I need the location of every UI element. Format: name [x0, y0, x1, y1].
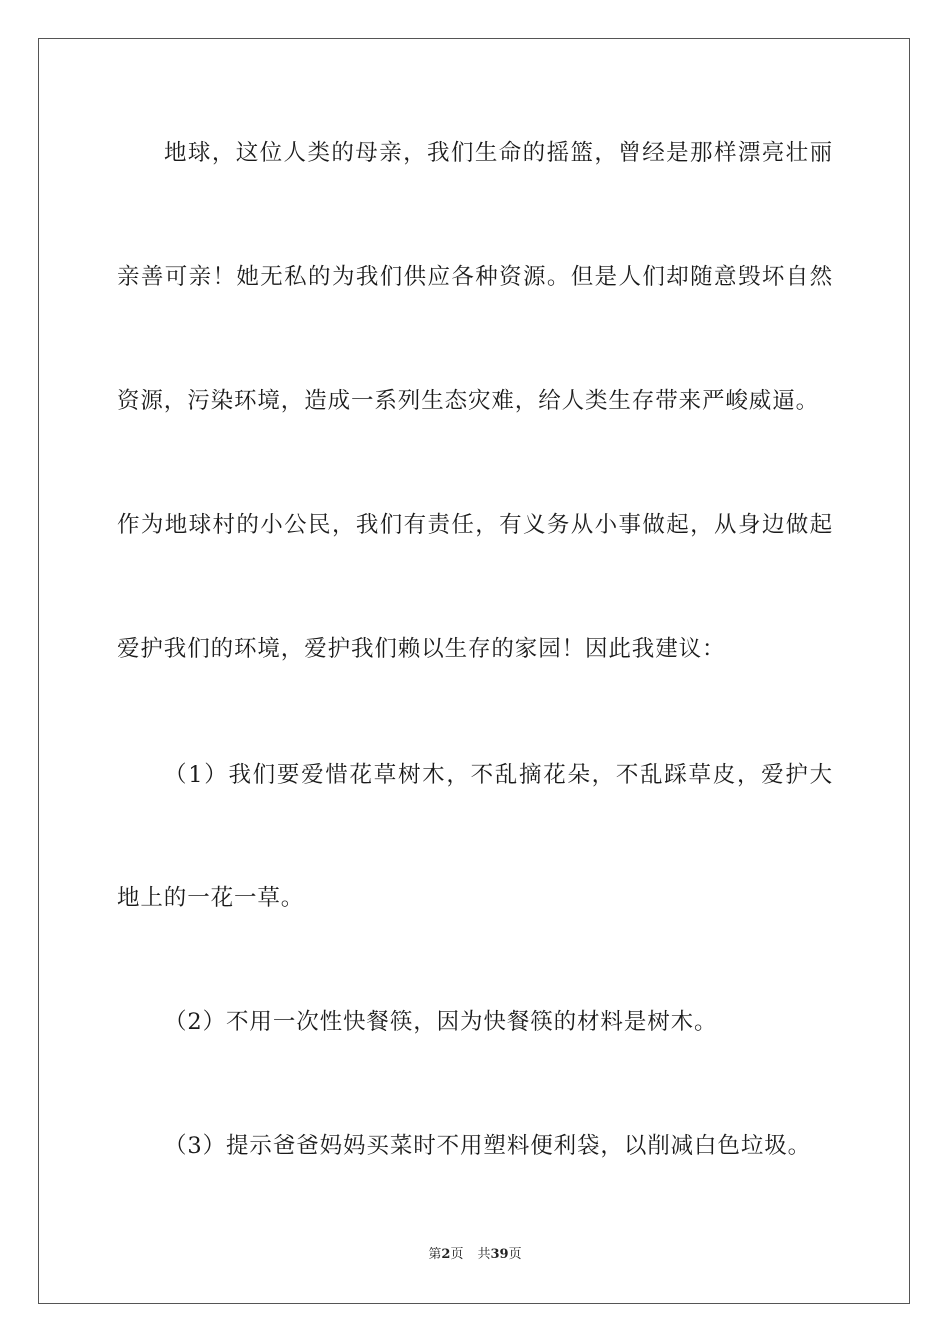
page-number: 2: [441, 1247, 451, 1262]
page-footer: [0, 1246, 950, 1264]
list-item-1-line: （1）我们要爱惜花草树木，不乱摘花朵，不乱踩草皮，爱护大: [164, 762, 833, 788]
paragraph-line: 爱护我们的环境，爱护我们赖以生存的家园！因此我建议：: [117, 636, 726, 662]
total-pages: 39: [490, 1247, 509, 1262]
list-item-1-continuation: 地上的一花一草。: [117, 885, 305, 911]
page-label-suffix: 页: [450, 1247, 464, 1262]
list-item-2: （2）不用一次性快餐筷，因为快餐筷的材料是树木。: [164, 1009, 718, 1035]
total-label-prefix: 共: [477, 1247, 491, 1262]
total-label-suffix: 页: [508, 1247, 522, 1262]
paragraph-line: 亲善可亲！她无私的为我们供应各种资源。但是人们却随意毁坏自然: [117, 264, 833, 290]
page-border: [38, 38, 910, 1304]
paragraph-line: 作为地球村的小公民，我们有责任，有义务从小事做起，从身边做起: [117, 512, 833, 538]
page-label-prefix: 第: [428, 1247, 442, 1262]
list-item-3: （3）提示爸爸妈妈买菜时不用塑料便利袋，以削减白色垃圾。: [164, 1133, 812, 1159]
paragraph-line: 地球，这位人类的母亲，我们生命的摇篮，曾经是那样漂亮壮丽: [164, 140, 833, 166]
paragraph-line: 资源，污染环境，造成一系列生态灾难，给人类生存带来严峻威逼。: [117, 388, 820, 414]
